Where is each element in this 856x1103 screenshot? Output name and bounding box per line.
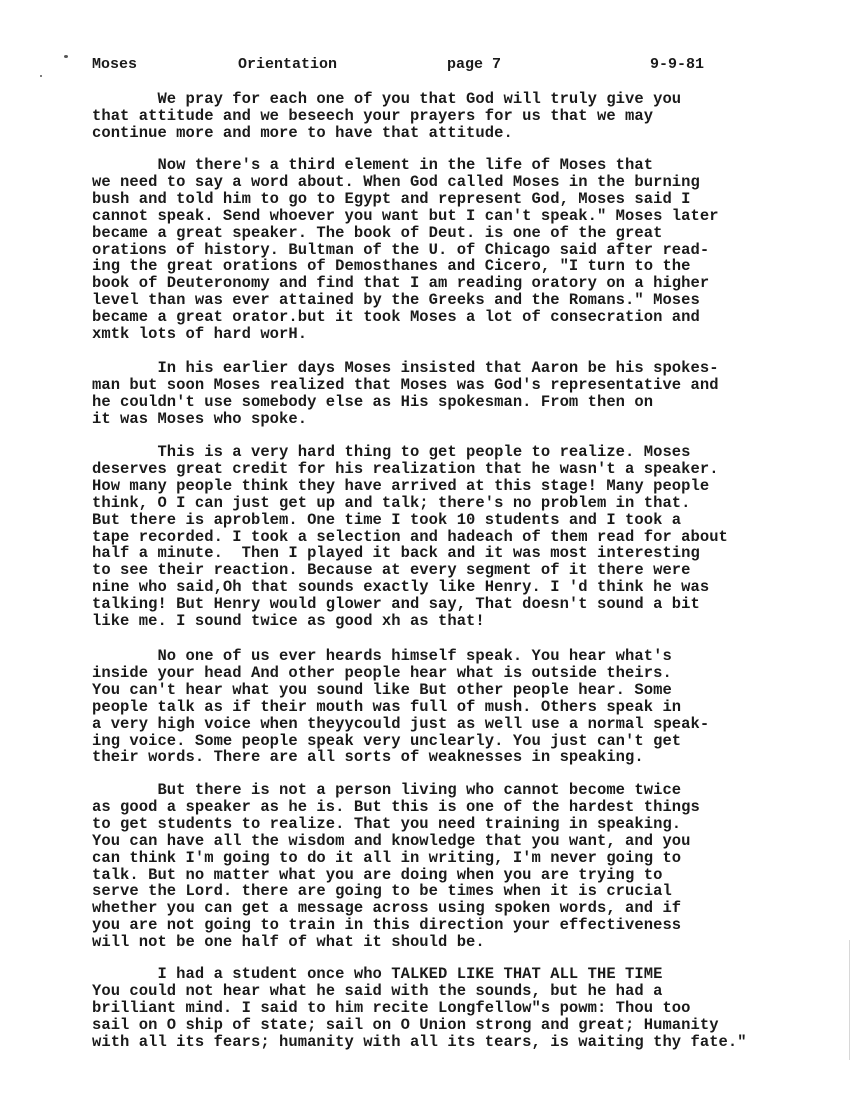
text-line: I had a student once who TALKED LIKE THAT ALL THE TIME xyxy=(92,965,663,983)
text-line: Now there's a third element in the life of Moses that xyxy=(92,156,654,174)
scan-edge-line xyxy=(849,940,850,1060)
ink-speck xyxy=(40,75,42,77)
text-line: it was Moses who spoke. xyxy=(92,409,308,428)
text-line: became a great orator.but it took Moses a lot of consecration and xyxy=(92,308,700,327)
text-line: talking! But Henry would glower and say, That doesn't sound a bit xyxy=(92,595,700,614)
paragraph-6 xyxy=(92,782,792,951)
text-line: But there is aproblem. One time I took 10 students and I took a xyxy=(92,510,682,529)
text-line: We pray for each one of you that God will truly give you xyxy=(92,90,682,108)
text-line: You can't hear what you sound like But other people hear. Some xyxy=(92,680,672,699)
text-line: ing the great orations of Demosthanes and Cicero, "I turn to the xyxy=(92,257,691,276)
text-line: became a great speaker. The book of Deut. is one of the great xyxy=(92,223,663,242)
text-line: you are not going to train in this direction your effectiveness xyxy=(92,916,682,935)
text-line: In his earlier days Moses insisted that Aaron be his spokes- xyxy=(92,359,719,377)
text-line: brilliant mind. I said to him recite Longfellow"s powm: Thou too xyxy=(92,998,691,1017)
paragraph-4 xyxy=(92,444,792,630)
text-line: he couldn't use somebody else as His spokesman. From then on xyxy=(92,392,654,411)
text-line: ing voice. Some people speak very unclearly. You just can't get xyxy=(92,731,682,750)
header-date: 9-9-81 xyxy=(650,56,705,73)
text-line: people talk as if their mouth was full of mush. Others speak in xyxy=(92,697,682,716)
text-line: You could not hear what he said with the sounds, but he had a xyxy=(92,981,663,1000)
text-line: with all its fears; humanity with all its tears, is waiting thy fate." xyxy=(92,1032,747,1051)
text-line: that attitude and we beseech your prayers for us that we may xyxy=(92,106,654,125)
text-line: man but soon Moses realized that Moses was God's representative and xyxy=(92,375,719,394)
text-line: xmtk lots of hard worH. xyxy=(92,325,308,344)
text-line: half a minute. Then I played it back and it was most interesting xyxy=(92,544,700,563)
paragraph-2 xyxy=(92,157,792,343)
page-header xyxy=(92,56,772,78)
text-line: talk. But no matter what you are doing when you are trying to xyxy=(92,865,663,884)
text-line: bush and told him to go to Egypt and represent God, Moses said I xyxy=(92,189,691,208)
text-line: to see their reaction. Because at every segment of it there were xyxy=(92,561,691,580)
text-line: This is a very hard thing to get people to realize. Moses xyxy=(92,443,691,461)
text-line: like me. I sound twice as good xh as that! xyxy=(92,612,485,631)
ink-speck xyxy=(64,55,68,58)
text-line: can think I'm going to do it all in writing, I'm never going to xyxy=(92,848,682,867)
text-line: as good a speaker as he is. But this is one of the hardest things xyxy=(92,797,700,816)
header-page-number: page 7 xyxy=(447,56,502,73)
text-line: will not be one half of what it should be. xyxy=(92,933,485,952)
paragraph-7 xyxy=(92,966,792,1051)
text-line: nine who said,Oh that sounds exactly like Henry. I 'd think he was xyxy=(92,578,710,597)
text-line: deserves great credit for his realization that he wasn't a speaker. xyxy=(92,459,719,478)
text-line: serve the Lord. there are going to be times when it is crucial xyxy=(92,882,672,901)
text-line: think, O I can just get up and talk; there's no problem in that. xyxy=(92,493,691,512)
text-line: sail on O ship of state; sail on O Union strong and great; Humanity xyxy=(92,1015,719,1034)
paragraph-1 xyxy=(92,91,792,142)
paragraph-5 xyxy=(92,648,792,766)
text-line: level than was ever attained by the Greeks and the Romans." Moses xyxy=(92,291,700,310)
text-line: tape recorded. I took a selection and hadeach of them read for about xyxy=(92,527,728,546)
paragraph-3 xyxy=(92,360,792,428)
text-line: orations of history. Bultman of the U. of Chicago said after read- xyxy=(92,240,710,259)
text-line: to get students to realize. That you need training in speaking. xyxy=(92,814,682,833)
text-line: But there is not a person living who cannot become twice xyxy=(92,781,682,799)
text-line: You can have all the wisdom and knowledge that you want, and you xyxy=(92,831,691,850)
text-line: No one of us ever heards himself speak. You hear what's xyxy=(92,647,672,665)
text-line: whether you can get a message across using spoken words, and if xyxy=(92,899,682,918)
text-line: book of Deuteronomy and find that I am reading oratory on a higher xyxy=(92,274,710,293)
text-line: their words. There are all sorts of weaknesses in speaking. xyxy=(92,748,644,767)
text-line: continue more and more to have that attitude. xyxy=(92,123,513,142)
header-author: Moses xyxy=(92,56,138,73)
text-line: a very high voice when theyycould just as well use a normal speak- xyxy=(92,714,710,733)
text-line: inside your head And other people hear what is outside theirs. xyxy=(92,663,672,682)
text-line: we need to say a word about. When God called Moses in the burning xyxy=(92,172,700,191)
text-line: How many people think they have arrived at this stage! Many people xyxy=(92,476,710,495)
text-line: cannot speak. Send whoever you want but I can't speak." Moses later xyxy=(92,206,719,225)
header-section: Orientation xyxy=(238,56,338,73)
